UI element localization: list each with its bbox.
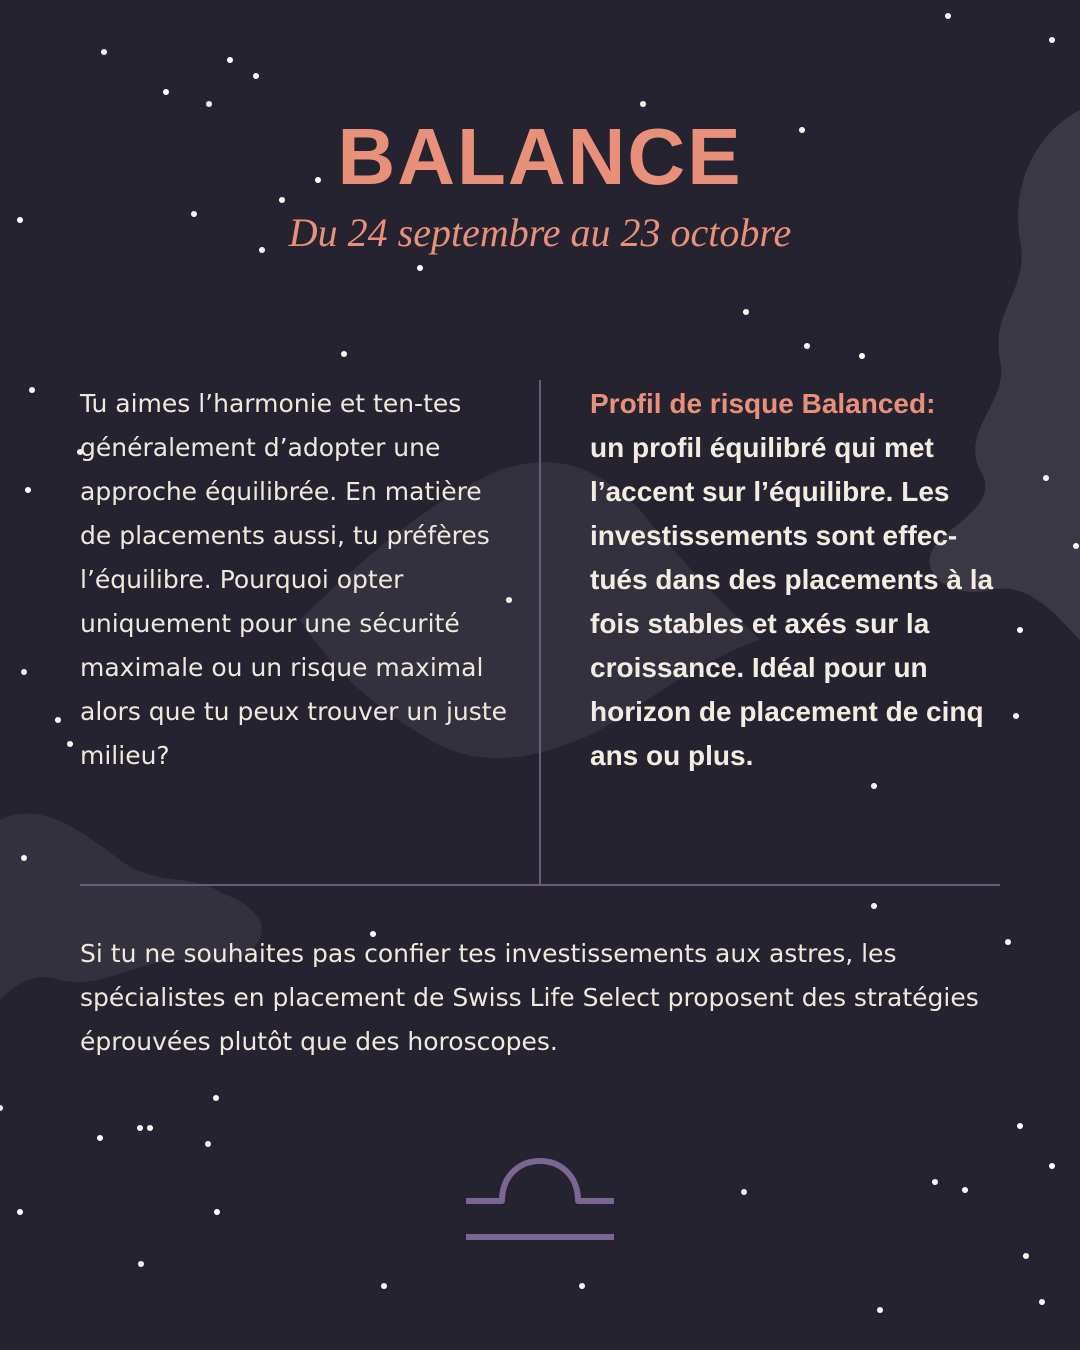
horizontal-divider [80, 884, 1000, 886]
libra-icon [460, 1155, 620, 1245]
date-range-subtitle: Du 24 septembre au 23 octobre [288, 210, 792, 255]
personality-description: Tu aimes l’harmonie et ten-tes généralement d’adopter une approche équilibrée. En matière de placements aussi, tu préfères l’équilibre. Pourquoi opter uniquement pour une sécurité maximale ou un risque maximal alors que tu peux trouver un juste milieu? [80, 389, 507, 770]
risk-profile-block [590, 382, 1010, 778]
page-title: BALANCE [337, 112, 743, 201]
risk-profile-heading: Profil de risque Balanced: [590, 388, 936, 419]
vertical-divider [539, 380, 541, 886]
closing-statement: Si tu ne souhaites pas confier tes investissements aux astres, les spécialistes en placement de Swiss Life Select proposent des stratégies éprouvées plutôt que des horoscopes. [80, 939, 979, 1056]
risk-profile-body: un profil équilibré qui met l’accent sur l’équilibre. Les investissements sont effec-tués dans des placements à la fois stables et axés sur la croissance. Idéal pour un horizon de placement de cinq ans ou plus. [590, 432, 994, 771]
